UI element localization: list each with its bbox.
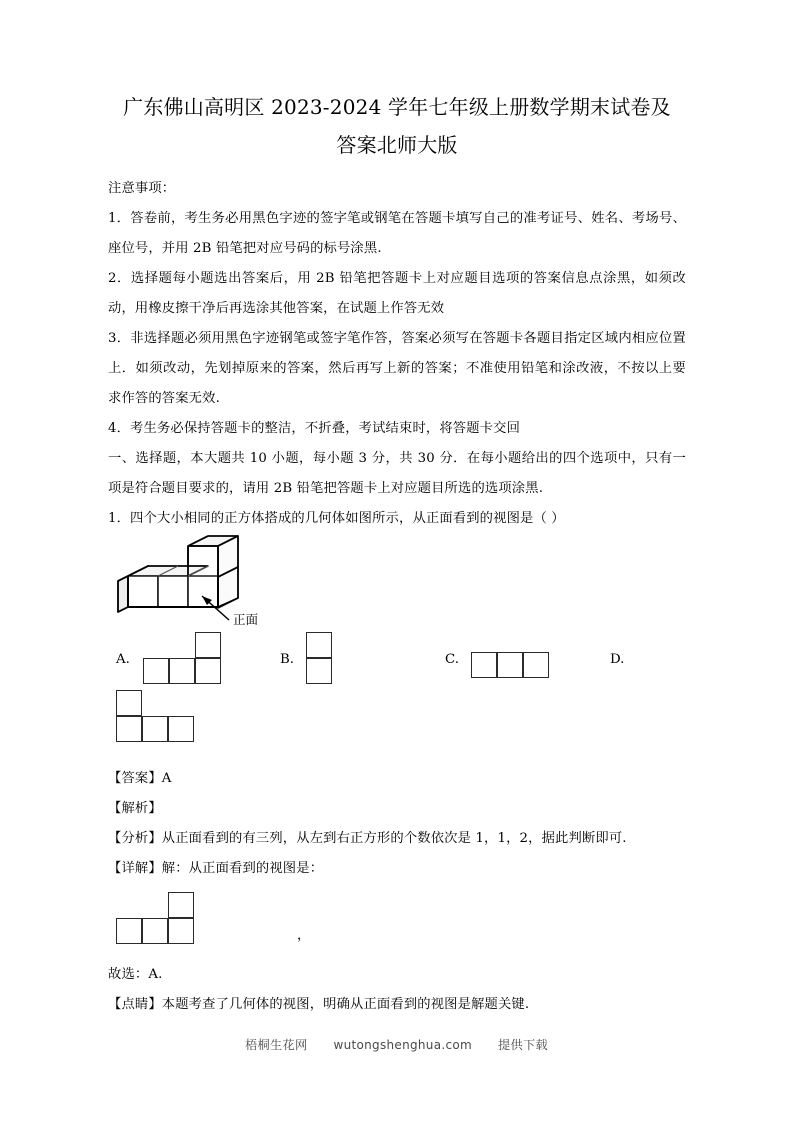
option-a-label: A.	[116, 652, 130, 667]
notice-item-4: 4．考生务必保持答题卡的整洁，不折叠，考试结束时，将答题卡交回	[108, 421, 521, 436]
front-view-label: 正面	[233, 612, 259, 626]
footer-action: 提供下载	[498, 1038, 548, 1052]
page-footer	[0, 1036, 793, 1053]
footer-domain: wutongshenghua.com	[333, 1038, 473, 1052]
option-d-label: D.	[610, 652, 625, 667]
footer-site-name: 梧桐生花网	[245, 1038, 308, 1052]
option-d-figure	[108, 686, 686, 764]
section-one-instructions: 一、选择题，本大题共 10 小题，每小题 3 分，共 30 分．在每小题给出的四个选项中，只有一项是符合题目要求的，请用 2B 铅笔把答题卡上对应题目所选的选项涂黑.	[108, 451, 686, 496]
analysis-line: 【分析】从正面看到的有三列，从左到右正方形的个数依次是 1，1，2，据此判断即可.	[108, 831, 627, 846]
answer-line: 【答案】A	[108, 771, 172, 786]
option-c-label: C.	[445, 652, 459, 667]
notice-item-1: 1．答卷前，考生务必用黑色字迹的签字笔或钢笔在答题卡填写自己的准考证号、姓名、考场号、座位号，并用 2B 铅笔把对应号码的标号涂黑.	[108, 211, 686, 256]
detail-lead-line: 【详解】解：从正面看到的视图是：	[108, 861, 324, 876]
solution-figure-comma: ，	[297, 928, 311, 943]
solution-figure	[108, 888, 686, 960]
question-1-stem: 1．四个大小相同的正方体搭成的几何体如图所示，从正面看到的视图是（ ）	[108, 511, 565, 526]
key-point-line: 【点睛】本题考查了几何体的视图，明确从正面看到的视图是解题关键.	[108, 997, 530, 1012]
notice-heading: 注意事项：	[108, 181, 176, 196]
isometric-cubes-svg	[116, 534, 336, 626]
option-b-label: B.	[280, 652, 294, 667]
document-content	[108, 88, 686, 1020]
notice-item-2: 2．选择题每小题选出答案后，用 2B 铅笔把答题卡上对应题目选项的答案信息点涂黑，如须改动，用橡皮擦干净后再选涂其他答案，在试题上作答无效	[108, 271, 686, 316]
question-1-options-row	[108, 626, 686, 686]
question-1-solid-figure	[116, 534, 686, 626]
explanation-heading: 【解析】	[108, 801, 162, 816]
notice-item-3: 3．非选择题必须用黑色字迹钢笔或签字笔作答，答案必须写在答题卡各题目指定区域内相应位置上．如须改动，先划掉原来的答案，然后再写上新的答案；不准使用铅笔和涂改液，不按以上要求作答的答案无效.	[108, 331, 686, 406]
page-title: 广东佛山高明区 2023-2024 学年七年级上册数学期末试卷及答案北师大版	[123, 95, 671, 157]
conclusion-line: 故选：A.	[108, 967, 163, 982]
